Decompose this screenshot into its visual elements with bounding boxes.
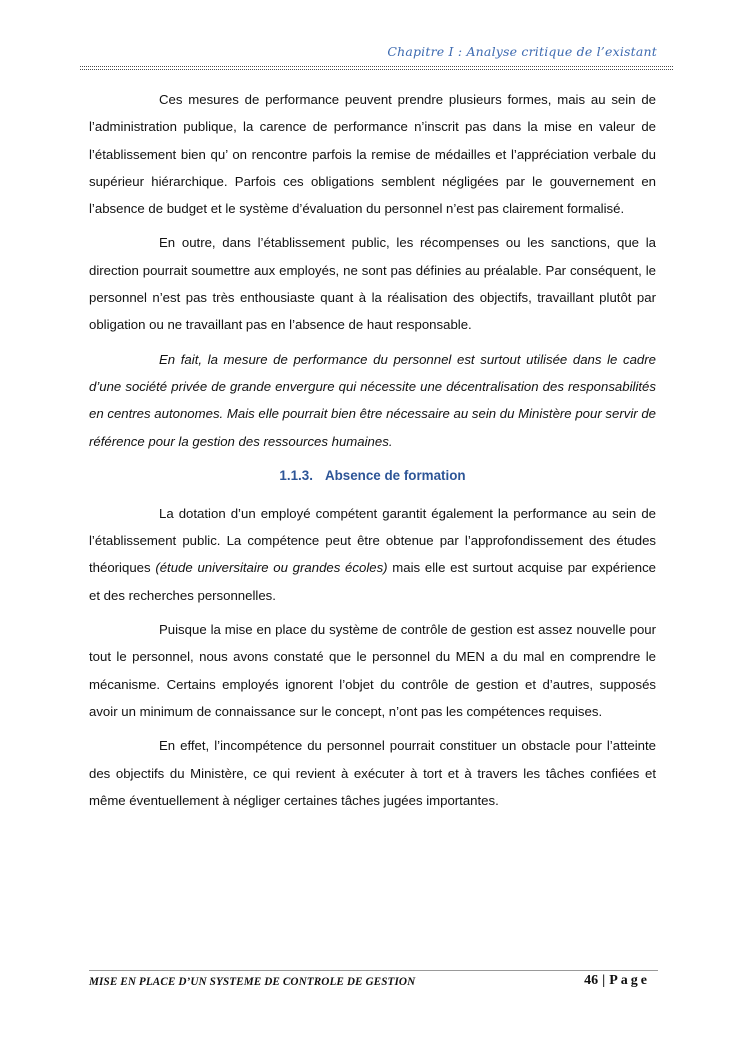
footer-divider [89, 970, 658, 971]
footer-document-title: MISE EN PLACE D’UN SYSTEME DE CONTROLE DE GESTION [89, 976, 416, 988]
page-label: Page [609, 973, 650, 988]
section-heading [89, 462, 656, 493]
page-number-value: 46 [584, 973, 599, 988]
paragraph-performance-measures: Ces mesures de performance peuvent prendre plusieurs formes, mais au sein de l’administration publique, la carence de performance n’inscrit pas dans la mise en valeur de l’établissement bien qu’ on rencontre parfois la remise de médailles et l’appréciation verbale du supérieur hiérarchique. Parfois ces obligations semblent négligées par le gouvernement en l’absence de budget et le système d’évaluation du personnel n’est pas clairement formalisé. [89, 92, 656, 217]
paragraph-control-system: Puisque la mise en place du système de contrôle de gestion est assez nouvelle pour tout le personnel, nous avons constaté que le personnel du MEN a du mal en comprendre le mécanisme. Certains employés ignorent l’objet du contrôle de gestion et d’autres, supposés avoir un minimum de connaissance sur le concept, n’ont pas les compétences requises. [89, 622, 656, 719]
page-separator: | [602, 973, 606, 988]
page-number [584, 973, 650, 989]
paragraph-private-company: En fait, la mesure de performance du personnel est surtout utilisée dans le cadre d’une société privée de grande envergure qui nécessite une décentralisation des responsabilités en centres autonomes. Mais elle pourrait bien être nécessaire au sein du Ministère pour servir de référence pour la gestion des ressources humaines. [89, 351, 656, 449]
paragraph-incompetence: En effet, l’incompétence du personnel pourrait constituer un obstacle pour l’atteinte des objectifs du Ministère, ce qui revient à exécuter à tort et à travers les tâches confiées et même éventuellement à négliger certaines tâches jugées importantes. [89, 738, 656, 808]
header-divider [80, 66, 673, 67]
inline-italic-studies: (étude universitaire ou grandes écoles) [155, 560, 388, 576]
chapter-header: Chapitre I : Analyse critique de l’existant [387, 44, 657, 59]
paragraph-rewards-sanctions: En outre, dans l’établissement public, les récompenses ou les sanctions, que la direction pourrait soumettre aux employés, ne sont pas définies au préalable. Par conséquent, le personnel n’est pas très enthousiaste quant à la réalisation des objectifs, travaillant plutôt par obligation ou ne travaillant pas en l’absence de haut responsable. [89, 235, 656, 333]
section-title: Absence de formation [324, 467, 466, 483]
header-divider-second [80, 69, 673, 70]
paragraph-competence: La dotation d’un employé compétent garantit également la performance au sein de l’établissement public. La compétence peut être obtenue par l’approfondissement des études théoriques (étude universitaire ou grandes écoles) mais elle est surtout acquise par expérience et des recherches personnelles. [89, 505, 656, 603]
section-number: 1.1.3. [279, 467, 313, 483]
page-body [89, 86, 656, 814]
